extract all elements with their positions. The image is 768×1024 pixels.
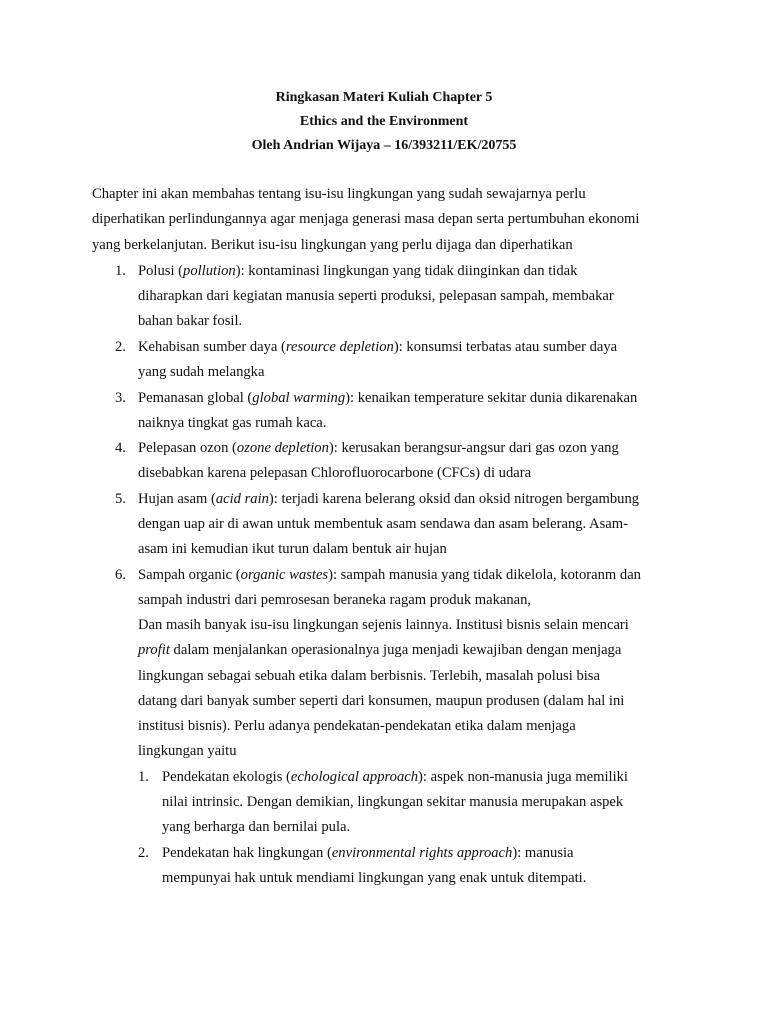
text-run: ): kenaikan temperature sekitar dunia dikarenakan <box>345 390 638 406</box>
list-item-first-line <box>138 565 641 585</box>
list-item-line: nilai intrinsic. Dengan demikian, lingkungan sekitar manusia merupakan aspek <box>162 794 624 810</box>
list-item-first-line <box>138 388 637 408</box>
text-run: ): aspek non-manusia juga memiliki <box>418 769 628 785</box>
list-item-first-line <box>162 767 628 787</box>
list-number: 4. <box>115 440 126 456</box>
italic-term: profit <box>138 642 170 658</box>
list-item-line: disebabkan karena pelepasan Chlorofluorocarbone (CFCs) di udara <box>138 465 532 481</box>
paragraph-line: lingkungan sebagai sebuah etika dalam berbisnis. Terlebih, masalah polusi bisa <box>138 668 600 684</box>
intro-line: Chapter ini akan membahas tentang isu-isu lingkungan yang sudah sewajarnya perlu <box>92 186 586 202</box>
italic-term: global warming <box>252 390 346 406</box>
list-number: 5. <box>115 491 126 507</box>
document-author: Oleh Andrian Wijaya – 16/393211/EK/20755 <box>251 138 517 153</box>
italic-term: organic wastes <box>240 567 329 583</box>
text-run: ): manusia <box>512 845 574 861</box>
italic-term: resource depletion <box>285 339 394 355</box>
list-item-line: naiknya tingkat gas rumah kaca. <box>138 415 327 431</box>
list-item-line: yang sudah melangka <box>138 364 265 380</box>
italic-term: pollution <box>183 263 236 279</box>
intro-line: diperhatikan perlindungannya agar menjaga generasi masa depan serta pertumbuhan ekonomi <box>92 211 640 227</box>
text-run: Kehabisan sumber daya ( <box>138 339 286 355</box>
list-number: 1. <box>138 769 149 785</box>
italic-term: environmental rights approach <box>331 845 513 861</box>
text-run: dalam menjalankan operasionalnya juga menjadi kewajiban dengan menjaga <box>169 642 622 658</box>
intro-line: yang berkelanjutan. Berikut isu-isu lingkungan yang perlu dijaga dan diperhatikan <box>92 237 573 253</box>
list-number: 2. <box>115 339 126 355</box>
document-title: Ringkasan Materi Kuliah Chapter 5 <box>275 90 493 105</box>
list-item-first-line <box>138 261 577 281</box>
paragraph-line: datang dari banyak sumber seperti dari konsumen, maupun produsen (dalam hal ini <box>138 693 625 709</box>
text-run: ): kontaminasi lingkungan yang tidak diinginkan dan tidak <box>235 263 578 279</box>
list-number: 2. <box>138 845 149 861</box>
list-number: 6. <box>115 567 126 583</box>
list-item-line: mempunyai hak untuk mendiami lingkungan yang enak untuk ditempati. <box>162 870 587 886</box>
italic-term: acid rain <box>215 491 269 507</box>
document-subtitle: Ethics and the Environment <box>299 114 469 129</box>
text-run: ): konsumsi terbatas atau sumber daya <box>393 339 618 355</box>
list-number: 1. <box>115 263 126 279</box>
paragraph-line <box>138 640 621 660</box>
text-run: Pendekatan ekologis ( <box>162 769 291 785</box>
list-item-line: diharapkan dari kegiatan manusia seperti produksi, pelepasan sampah, membakar <box>138 288 614 304</box>
text-run: Pemanasan global ( <box>138 390 253 406</box>
text-run: Hujan asam ( <box>138 491 216 507</box>
text-run: Pelepasan ozon ( <box>138 440 237 456</box>
italic-term: ozone depletion <box>236 440 329 456</box>
list-item-first-line <box>138 438 619 458</box>
list-item-line: sampah industri dari pemrosesan beraneka ragam produk makanan, <box>138 592 532 608</box>
italic-term: echological approach <box>290 769 419 785</box>
list-item-first-line <box>138 337 617 357</box>
list-item-line: bahan bakar fosil. <box>138 313 243 329</box>
paragraph-line: lingkungan yaitu <box>138 743 237 759</box>
text-run: Sampah organic ( <box>138 567 241 583</box>
list-item-line: dengan uap air di awan untuk membentuk asam sendawa dan asam belerang. Asam- <box>138 516 628 532</box>
list-item-line: yang berharga dan bernilai pula. <box>162 819 351 835</box>
text-run: Polusi ( <box>138 263 184 279</box>
text-run: ): terjadi karena belerang oksid dan oksid nitrogen bergambung <box>268 491 640 507</box>
list-item-line: asam ini kemudian ikut turun dalam bentuk air hujan <box>138 541 447 557</box>
text-run: ): sampah manusia yang tidak dikelola, kotoranm dan <box>328 567 641 583</box>
list-number: 3. <box>115 390 126 406</box>
text-run: ): kerusakan berangsur-angsur dari gas ozon yang <box>328 440 619 456</box>
list-item-first-line <box>138 489 639 509</box>
list-item-first-line <box>162 843 574 863</box>
document-header <box>0 86 768 158</box>
paragraph-line: institusi bisnis). Perlu adanya pendekatan-pendekatan etika dalam menjaga <box>138 718 576 734</box>
paragraph-line: Dan masih banyak isu-isu lingkungan sejenis lainnya. Institusi bisnis selain mencari <box>138 617 629 633</box>
text-run: Pendekatan hak lingkungan ( <box>162 845 332 861</box>
